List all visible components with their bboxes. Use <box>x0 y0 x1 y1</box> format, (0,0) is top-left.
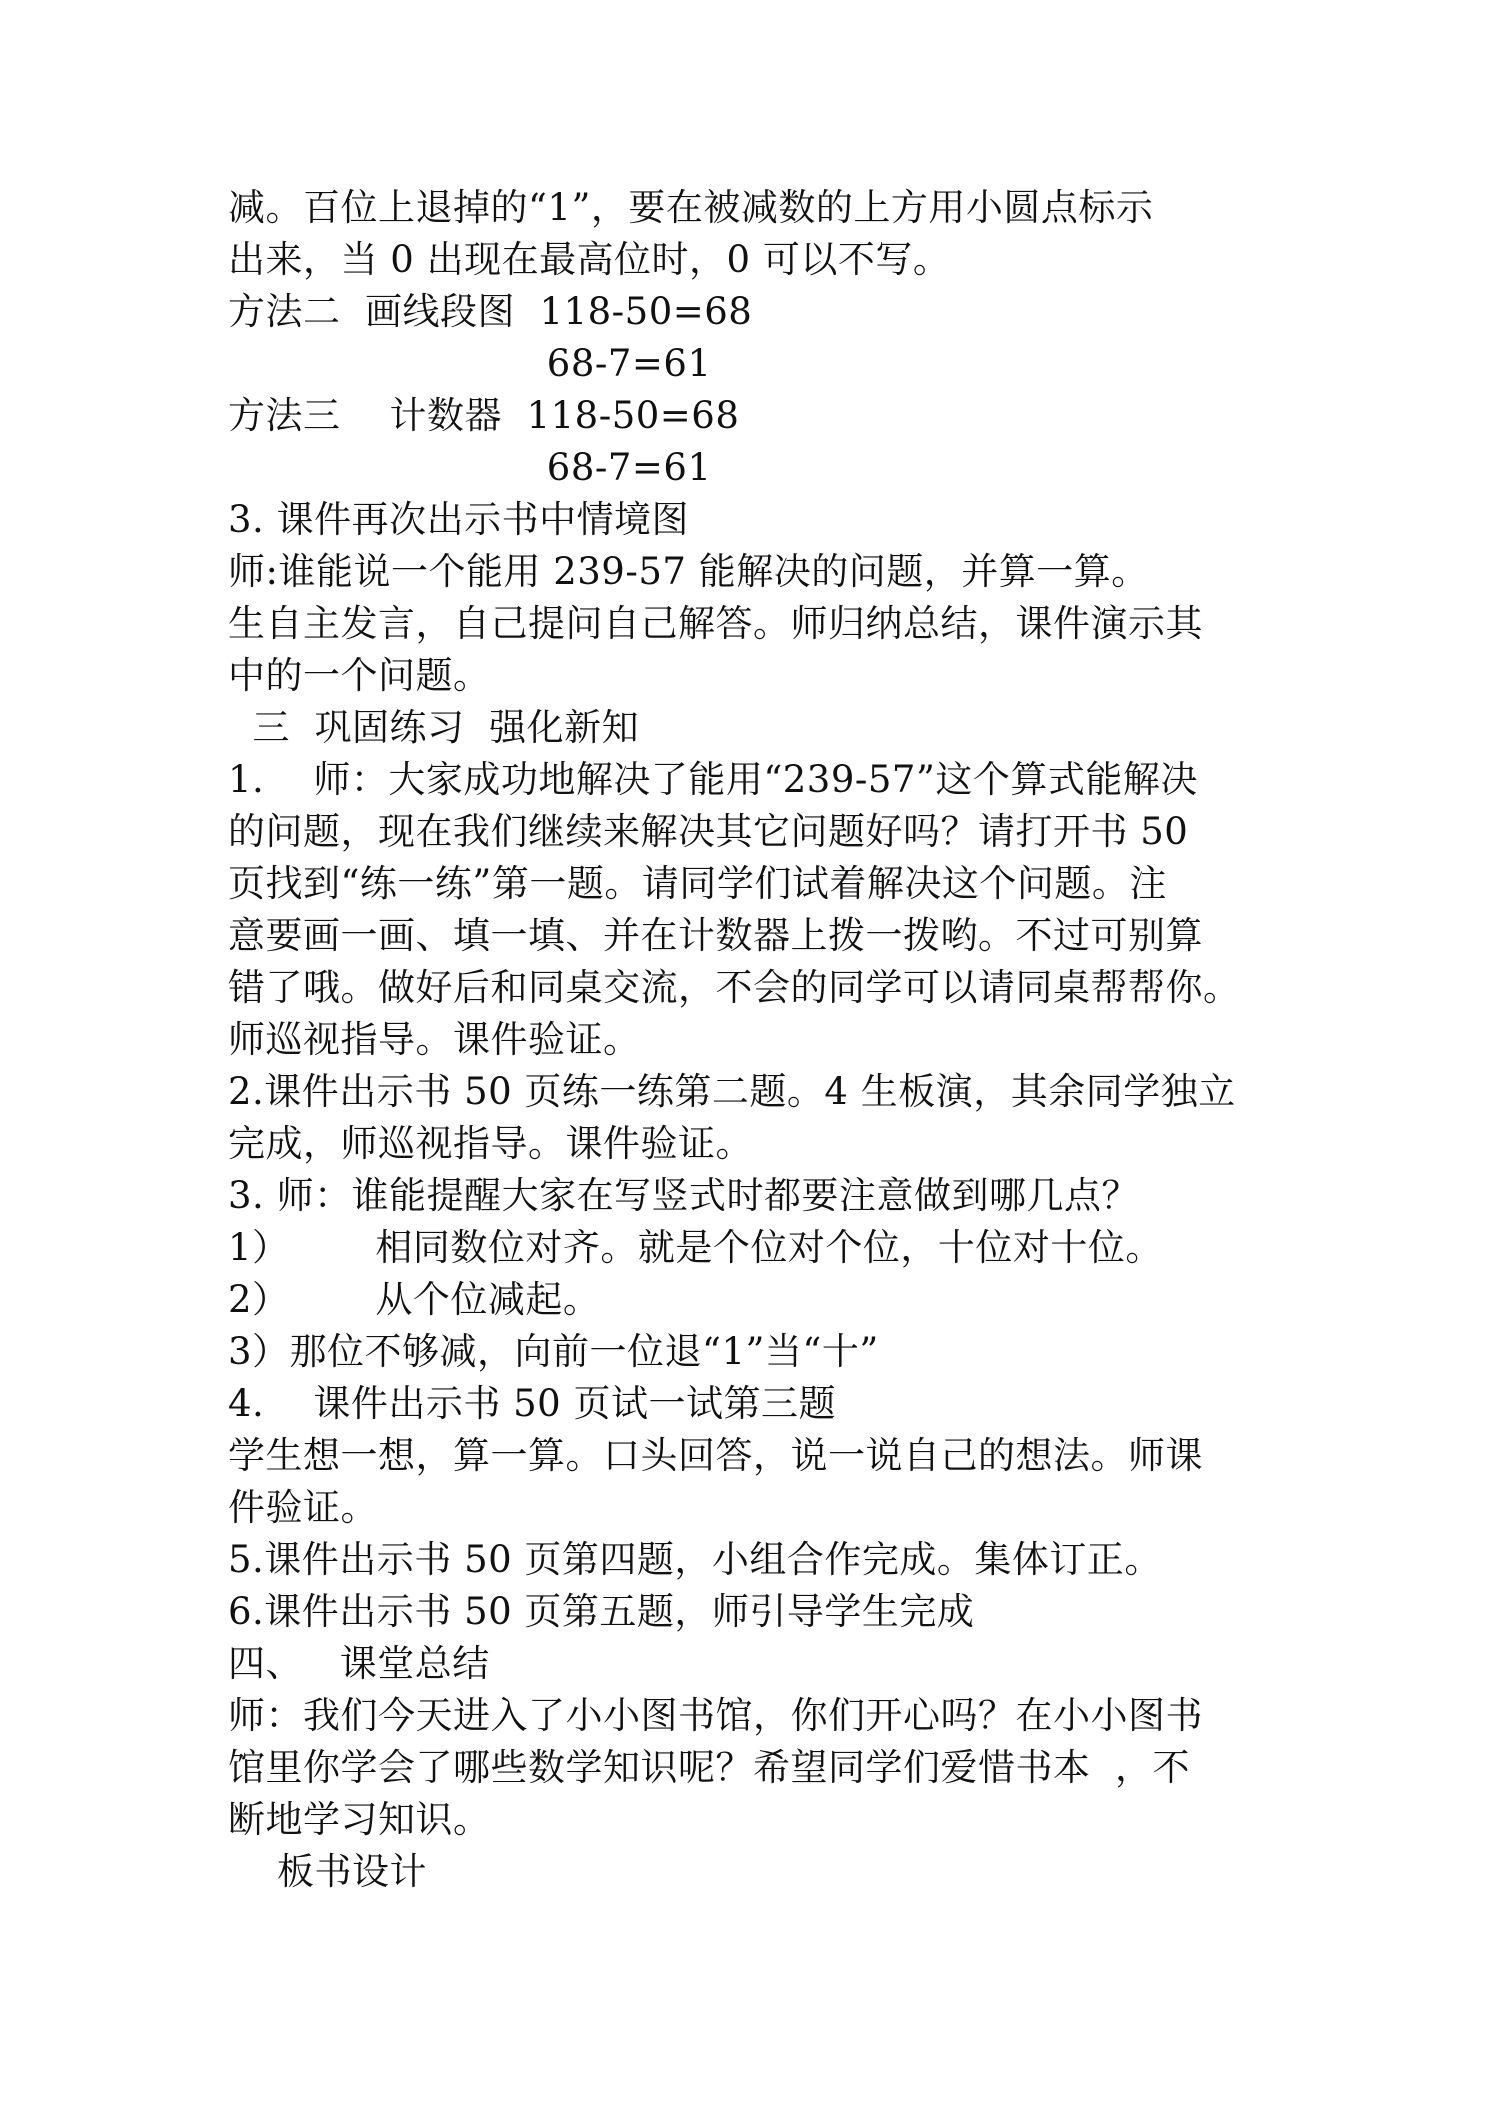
text-line: 完成，师巡视指导。课件验证。 <box>228 1122 753 1165</box>
text-line: 页找到“练一练”第一题。请同学们试着解决这个问题。注 <box>228 862 1167 905</box>
text-line: 3. 师：谁能提醒大家在写竖式时都要注意做到哪几点？ <box>228 1174 1140 1217</box>
text-line: 68-7=61 <box>228 446 712 489</box>
text-line: 中的一个问题。 <box>228 654 491 697</box>
text-line: 2） 从个位减起。 <box>228 1278 601 1321</box>
text-line: 4. 课件出示书 50 页试一试第三题 <box>228 1382 836 1425</box>
text-line: 师巡视指导。课件验证。 <box>228 1018 641 1061</box>
text-line: 学生想一想，算一算。口头回答，说一说自己的想法。师课 <box>228 1434 1203 1477</box>
text-line: 1） 相同数位对齐。就是个位对个位，十位对十位。 <box>228 1226 1163 1269</box>
section-heading: 板书设计 <box>228 1850 428 1893</box>
text-line: 方法二 画线段图 118-50=68 <box>228 290 753 333</box>
text-line: 5.课件出示书 50 页第四题，小组合作完成。集体订正。 <box>228 1538 1162 1581</box>
text-line: 2.课件出示书 50 页练一练第二题。4 生板演，其余同学独立 <box>228 1070 1236 1113</box>
text-line: 方法三 计数器 118-50=68 <box>228 394 740 437</box>
text-line: 馆里你学会了哪些数学知识呢？希望同学们爱惜书本 ，不 <box>228 1746 1191 1789</box>
text-line: 意要画一画、填一填、并在计数器上拨一拨哟。不过可别算 <box>228 914 1203 957</box>
text-line: 断地学习知识。 <box>228 1798 491 1841</box>
text-line: 的问题，现在我们继续来解决其它问题好吗？请打开书 50 <box>228 810 1189 853</box>
text-line: 减。百位上退掉的“1”，要在被减数的上方用小圆点标示 <box>228 186 1154 229</box>
text-line: 出来，当 0 出现在最高位时，0 可以不写。 <box>228 238 951 281</box>
text-line: 1. 师：大家成功地解决了能用“239-57”这个算式能解决 <box>228 758 1198 801</box>
text-line: 3）那位不够减，向前一位退“1”当“十” <box>228 1330 879 1373</box>
text-line: 68-7=61 <box>228 342 712 385</box>
text-line: 3. 课件再次出示书中情境图 <box>228 498 690 541</box>
section-heading: 三 巩固练习 强化新知 <box>228 706 640 749</box>
text-line: 生自主发言，自己提问自己解答。师归纳总结，课件演示其 <box>228 602 1203 645</box>
section-heading: 四、 课堂总结 <box>228 1642 490 1685</box>
text-line: 师：我们今天进入了小小图书馆，你们开心吗？在小小图书 <box>228 1694 1203 1737</box>
text-line: 师:谁能说一个能用 239-57 能解决的问题，并算一算。 <box>228 550 1149 593</box>
text-line: 错了哦。做好后和同桌交流，不会的同学可以请同桌帮帮你。 <box>228 966 1241 1009</box>
text-line: 6.课件出示书 50 页第五题，师引导学生完成 <box>228 1590 975 1633</box>
text-line: 件验证。 <box>228 1486 378 1529</box>
